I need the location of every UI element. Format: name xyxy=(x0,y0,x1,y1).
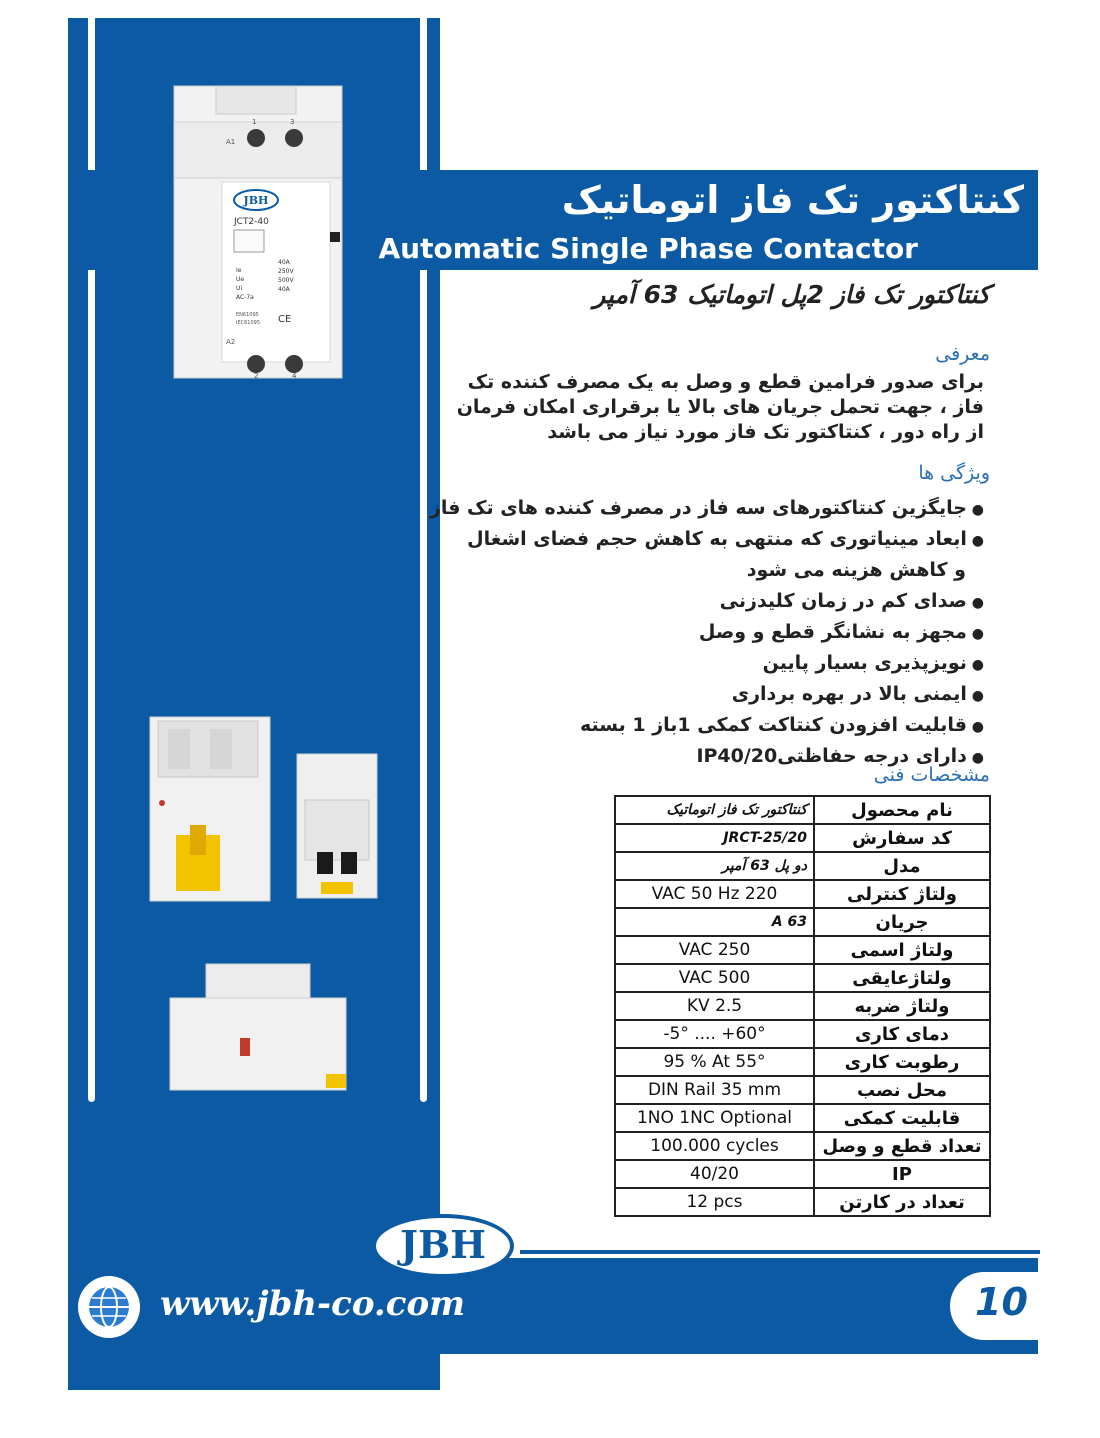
spec-key: رطوبت کاری xyxy=(814,1048,990,1076)
spec-key: تعداد قطع و وصل xyxy=(814,1132,990,1160)
intro-line: فاز ، جهت تحمل جریان های بالا یا برقراری امکان فرمان xyxy=(456,396,984,418)
spec-value: 95 % At 55° xyxy=(615,1048,814,1076)
spec-key: کد سفارش xyxy=(814,824,990,852)
spec-key: جریان xyxy=(814,908,990,936)
intro-heading: معرفی xyxy=(935,343,990,365)
spec-value: -5° .... +60° xyxy=(615,1020,814,1048)
globe-icon xyxy=(78,1276,140,1338)
contactor-top-image xyxy=(295,752,379,900)
spec-key: ولتاژ ضربه xyxy=(814,992,990,1020)
terminal-3-label: 3 xyxy=(290,118,295,126)
feature-item: ● قابلیت افزودن کنتاکت کمکی 1باز 1 بسته xyxy=(424,711,984,742)
terminal-a2-label: A2 xyxy=(226,338,236,346)
spec-value: JRCT-25/20 xyxy=(615,824,814,852)
table-row xyxy=(615,1076,990,1104)
spec-key: ولتاژ اسمی xyxy=(814,936,990,964)
standard-en-label: EN61095 xyxy=(236,312,259,318)
spec-value: دو پل 63 آمپر xyxy=(615,852,814,880)
website-url[interactable]: www.jbh-co.com xyxy=(160,1284,466,1324)
rating-ac-label: AC-7a xyxy=(236,294,254,301)
table-row xyxy=(615,936,990,964)
spec-key: قابلیت کمکی xyxy=(814,1104,990,1132)
table-row xyxy=(615,1104,990,1132)
ce-mark: CE xyxy=(278,314,292,325)
table-row xyxy=(615,880,990,908)
terminal-1-label: 1 xyxy=(252,118,257,126)
spec-key: محل نصب xyxy=(814,1076,990,1104)
footer-rule xyxy=(520,1250,1040,1254)
terminal-a1-label: A1 xyxy=(226,138,236,146)
standard-iec-label: IEC61095 xyxy=(236,320,261,326)
table-row xyxy=(615,1160,990,1188)
spec-value: کنتاکتور تک فاز اتوماتیک xyxy=(615,796,814,824)
table-row xyxy=(615,1188,990,1216)
table-row xyxy=(615,1048,990,1076)
product-subtitle: کنتاکتور تک فاز 2پل اتوماتیک 63 آمپر xyxy=(593,280,990,309)
table-row xyxy=(615,796,990,824)
device-model-text: JCT2-40 xyxy=(234,217,269,227)
rating-ac-value: 40A xyxy=(278,286,290,293)
intro-line: برای صدور فرامین قطع و وصل به یک مصرف کننده تک xyxy=(467,371,984,393)
spec-value: 220 VAC 50 Hz xyxy=(615,880,814,908)
spec-key: ولتاژعایقی xyxy=(814,964,990,992)
rating-ie-value: 40A xyxy=(278,259,290,266)
spec-value: 12 pcs xyxy=(615,1188,814,1216)
page-title-fa: کنتاکتور تک فاز اتوماتیک xyxy=(561,178,1024,222)
spec-key: IP xyxy=(814,1160,990,1188)
terminal-4-label: 4 xyxy=(292,372,297,380)
spec-value: 2.5 KV xyxy=(615,992,814,1020)
spec-key: مدل xyxy=(814,852,990,880)
page-title-en: Automatic Single Phase Contactor xyxy=(378,232,918,265)
spec-value: 100.000 cycles xyxy=(615,1132,814,1160)
feature-item: ● نویزپذیری بسیار پایین xyxy=(424,649,984,680)
intro-line: از راه دور ، کنتاکتور تک فاز مورد نیاز می باشد xyxy=(547,421,984,443)
spec-key: تعداد در کارتن xyxy=(814,1188,990,1216)
spec-key: ولتاژ کنترلی xyxy=(814,880,990,908)
contactor-front-image xyxy=(170,82,346,382)
feature-item: ● ابعاد مینیاتوری که منتهی به کاهش حجم فضای اشغال xyxy=(424,525,984,556)
spec-value: 63 A xyxy=(615,908,814,936)
page-number: 10 xyxy=(975,1280,1028,1324)
table-row xyxy=(615,1020,990,1048)
spec-value: 40/20 xyxy=(615,1160,814,1188)
feature-item: ● جایگزین کنتاکتورهای سه فاز در مصرف کننده های تک فاز xyxy=(424,494,984,525)
features-heading: ویژگی ها xyxy=(918,462,990,484)
feature-item: ● صدای کم در زمان کلیدزنی xyxy=(424,587,984,618)
device-brand-text: JBH xyxy=(243,194,269,207)
rating-ui-label: Ui xyxy=(236,285,243,292)
spec-value: 1NO 1NC Optional xyxy=(615,1104,814,1132)
table-row xyxy=(615,1132,990,1160)
rating-ue-value: 250V xyxy=(278,268,294,275)
feature-item-continued: و کاهش هزینه می شود xyxy=(746,559,966,581)
specs-table xyxy=(614,795,991,1217)
rating-ie-label: Ie xyxy=(236,267,242,274)
rating-ui-value: 500V xyxy=(278,277,294,284)
spec-key: نام محصول xyxy=(814,796,990,824)
table-row xyxy=(615,964,990,992)
features-list xyxy=(424,494,984,773)
spec-key: دمای کاری xyxy=(814,1020,990,1048)
table-row xyxy=(615,852,990,880)
contactor-side-image xyxy=(148,715,272,903)
contactor-bottom-image xyxy=(166,962,350,1092)
rating-ue-label: Ue xyxy=(236,276,245,283)
table-row xyxy=(615,824,990,852)
intro-paragraph xyxy=(424,370,984,445)
terminal-2-label: 2 xyxy=(254,372,259,380)
feature-item: ● ایمنی بالا در بهره برداری xyxy=(424,680,984,711)
table-row xyxy=(615,908,990,936)
footer-logo: JBH xyxy=(399,1222,486,1267)
table-row xyxy=(615,992,990,1020)
spec-value: DIN Rail 35 mm xyxy=(615,1076,814,1104)
spec-value: 500 VAC xyxy=(615,964,814,992)
specs-heading: مشخصات فنی xyxy=(873,764,990,786)
spec-value: 250 VAC xyxy=(615,936,814,964)
feature-item: ● دارای درجه حفاظتیIP40/20 xyxy=(424,742,984,773)
feature-item: ● مجهز به نشانگر قطع و وصل xyxy=(424,618,984,649)
